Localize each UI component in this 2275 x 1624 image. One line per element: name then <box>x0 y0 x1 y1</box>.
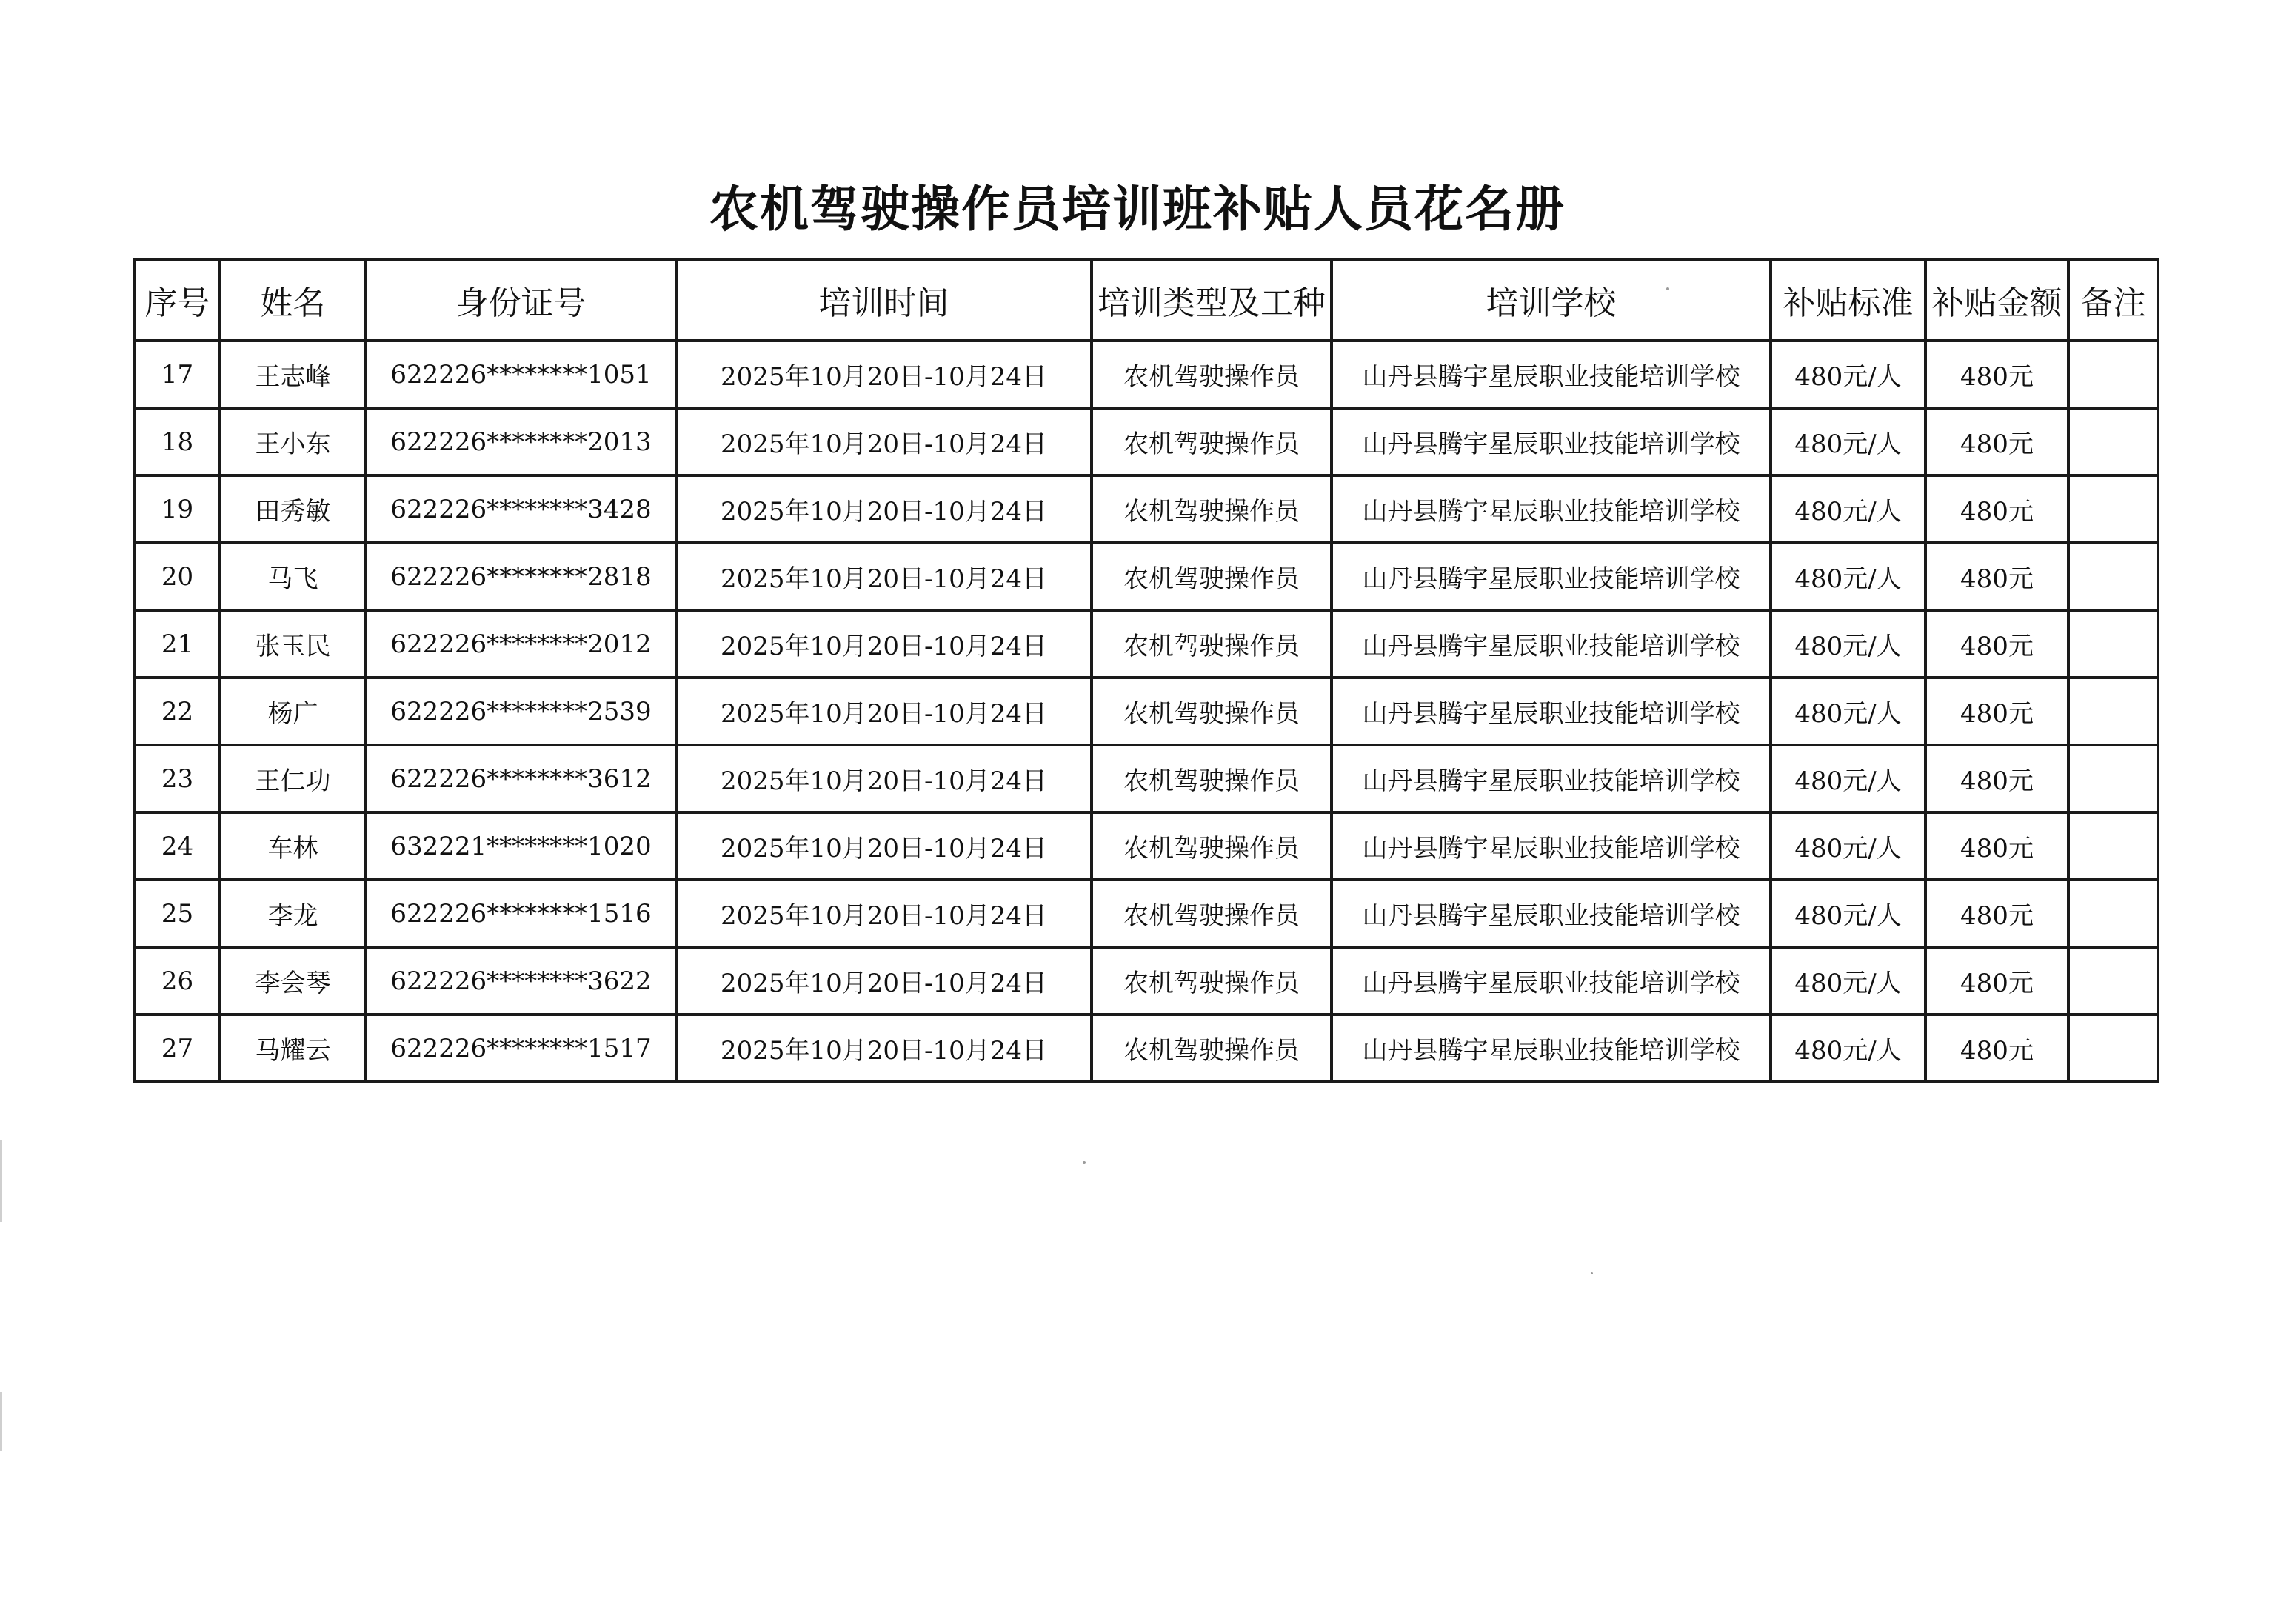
roster-table <box>133 258 2159 1083</box>
column-header-no: 序号 <box>135 259 220 341</box>
cell-no: 18 <box>135 408 220 475</box>
cell-note <box>2068 1015 2158 1082</box>
roster-body <box>135 341 2158 1082</box>
column-header-name: 姓名 <box>220 259 366 341</box>
cell-no: 25 <box>135 880 220 947</box>
cell-id: 622226********3428 <box>366 475 676 543</box>
table-row <box>135 745 2158 812</box>
cell-name: 马飞 <box>220 543 366 610</box>
column-header-school: 培训学校 <box>1332 259 1771 341</box>
cell-id: 622226********2539 <box>366 678 676 745</box>
cell-amount: 480元 <box>1925 812 2068 880</box>
cell-standard: 480元/人 <box>1771 543 1925 610</box>
cell-note <box>2068 745 2158 812</box>
cell-type: 农机驾驶操作员 <box>1092 880 1332 947</box>
cell-amount: 480元 <box>1925 1015 2068 1082</box>
cell-no: 23 <box>135 745 220 812</box>
cell-type: 农机驾驶操作员 <box>1092 341 1332 408</box>
cell-id: 632221********1020 <box>366 812 676 880</box>
column-header-note: 备注 <box>2068 259 2158 341</box>
cell-id: 622226********1517 <box>366 1015 676 1082</box>
cell-amount: 480元 <box>1925 678 2068 745</box>
cell-amount: 480元 <box>1925 880 2068 947</box>
column-header-amount: 补贴金额 <box>1925 259 2068 341</box>
cell-school: 山丹县腾宇星辰职业技能培训学校 <box>1332 475 1771 543</box>
cell-type: 农机驾驶操作员 <box>1092 678 1332 745</box>
table-row <box>135 475 2158 543</box>
cell-note <box>2068 947 2158 1015</box>
cell-standard: 480元/人 <box>1771 812 1925 880</box>
table-row <box>135 341 2158 408</box>
cell-name: 李会琴 <box>220 947 366 1015</box>
cell-standard: 480元/人 <box>1771 341 1925 408</box>
cell-id: 622226********3612 <box>366 745 676 812</box>
cell-id: 622226********3622 <box>366 947 676 1015</box>
scan-speck <box>1083 1161 1086 1164</box>
cell-id: 622226********1051 <box>366 341 676 408</box>
column-header-type: 培训类型及工种 <box>1092 259 1332 341</box>
column-header-standard: 补贴标准 <box>1771 259 1925 341</box>
column-header-id: 身份证号 <box>366 259 676 341</box>
cell-id: 622226********2013 <box>366 408 676 475</box>
cell-standard: 480元/人 <box>1771 880 1925 947</box>
cell-no: 24 <box>135 812 220 880</box>
cell-time: 2025年10月20日-10月24日 <box>676 947 1092 1015</box>
cell-name: 田秀敏 <box>220 475 366 543</box>
cell-note <box>2068 812 2158 880</box>
cell-no: 22 <box>135 678 220 745</box>
cell-no: 27 <box>135 1015 220 1082</box>
cell-name: 李龙 <box>220 880 366 947</box>
cell-name: 王小东 <box>220 408 366 475</box>
cell-type: 农机驾驶操作员 <box>1092 610 1332 678</box>
scan-speck <box>1591 1272 1593 1274</box>
cell-time: 2025年10月20日-10月24日 <box>676 341 1092 408</box>
table-row <box>135 880 2158 947</box>
cell-standard: 480元/人 <box>1771 610 1925 678</box>
table-row <box>135 408 2158 475</box>
table-row <box>135 1015 2158 1082</box>
cell-type: 农机驾驶操作员 <box>1092 408 1332 475</box>
cell-school: 山丹县腾宇星辰职业技能培训学校 <box>1332 1015 1771 1082</box>
table-row <box>135 543 2158 610</box>
cell-note <box>2068 543 2158 610</box>
cell-name: 张玉民 <box>220 610 366 678</box>
cell-time: 2025年10月20日-10月24日 <box>676 408 1092 475</box>
cell-amount: 480元 <box>1925 745 2068 812</box>
cell-standard: 480元/人 <box>1771 475 1925 543</box>
cell-type: 农机驾驶操作员 <box>1092 947 1332 1015</box>
cell-note <box>2068 678 2158 745</box>
table-row <box>135 610 2158 678</box>
scan-speck <box>1666 287 1669 290</box>
cell-school: 山丹县腾宇星辰职业技能培训学校 <box>1332 543 1771 610</box>
cell-standard: 480元/人 <box>1771 1015 1925 1082</box>
cell-school: 山丹县腾宇星辰职业技能培训学校 <box>1332 745 1771 812</box>
cell-no: 17 <box>135 341 220 408</box>
cell-standard: 480元/人 <box>1771 678 1925 745</box>
cell-type: 农机驾驶操作员 <box>1092 745 1332 812</box>
cell-no: 19 <box>135 475 220 543</box>
cell-type: 农机驾驶操作员 <box>1092 812 1332 880</box>
cell-amount: 480元 <box>1925 341 2068 408</box>
cell-id: 622226********1516 <box>366 880 676 947</box>
column-header-time: 培训时间 <box>676 259 1092 341</box>
cell-type: 农机驾驶操作员 <box>1092 543 1332 610</box>
cell-id: 622226********2012 <box>366 610 676 678</box>
cell-time: 2025年10月20日-10月24日 <box>676 812 1092 880</box>
cell-standard: 480元/人 <box>1771 947 1925 1015</box>
cell-school: 山丹县腾宇星辰职业技能培训学校 <box>1332 610 1771 678</box>
cell-school: 山丹县腾宇星辰职业技能培训学校 <box>1332 408 1771 475</box>
cell-name: 马耀云 <box>220 1015 366 1082</box>
cell-school: 山丹县腾宇星辰职业技能培训学校 <box>1332 880 1771 947</box>
cell-school: 山丹县腾宇星辰职业技能培训学校 <box>1332 812 1771 880</box>
scan-edge-mark <box>0 1392 2 1451</box>
cell-no: 20 <box>135 543 220 610</box>
cell-note <box>2068 475 2158 543</box>
cell-note <box>2068 408 2158 475</box>
cell-amount: 480元 <box>1925 947 2068 1015</box>
cell-time: 2025年10月20日-10月24日 <box>676 1015 1092 1082</box>
cell-type: 农机驾驶操作员 <box>1092 475 1332 543</box>
cell-time: 2025年10月20日-10月24日 <box>676 880 1092 947</box>
cell-id: 622226********2818 <box>366 543 676 610</box>
cell-no: 21 <box>135 610 220 678</box>
table-row <box>135 812 2158 880</box>
page-title: 农机驾驶操作员培训班补贴人员花名册 <box>709 180 1566 238</box>
cell-name: 杨广 <box>220 678 366 745</box>
cell-time: 2025年10月20日-10月24日 <box>676 610 1092 678</box>
cell-note <box>2068 880 2158 947</box>
cell-school: 山丹县腾宇星辰职业技能培训学校 <box>1332 341 1771 408</box>
cell-name: 车林 <box>220 812 366 880</box>
cell-amount: 480元 <box>1925 610 2068 678</box>
cell-school: 山丹县腾宇星辰职业技能培训学校 <box>1332 947 1771 1015</box>
scan-edge-mark <box>0 1140 2 1222</box>
cell-time: 2025年10月20日-10月24日 <box>676 678 1092 745</box>
cell-amount: 480元 <box>1925 475 2068 543</box>
table-row <box>135 947 2158 1015</box>
cell-amount: 480元 <box>1925 543 2068 610</box>
cell-time: 2025年10月20日-10月24日 <box>676 543 1092 610</box>
cell-note <box>2068 341 2158 408</box>
cell-time: 2025年10月20日-10月24日 <box>676 475 1092 543</box>
header-row <box>135 259 2158 341</box>
cell-type: 农机驾驶操作员 <box>1092 1015 1332 1082</box>
cell-amount: 480元 <box>1925 408 2068 475</box>
cell-note <box>2068 610 2158 678</box>
cell-name: 王仁功 <box>220 745 366 812</box>
table-row <box>135 678 2158 745</box>
cell-name: 王志峰 <box>220 341 366 408</box>
cell-no: 26 <box>135 947 220 1015</box>
cell-standard: 480元/人 <box>1771 408 1925 475</box>
cell-school: 山丹县腾宇星辰职业技能培训学校 <box>1332 678 1771 745</box>
cell-time: 2025年10月20日-10月24日 <box>676 745 1092 812</box>
cell-standard: 480元/人 <box>1771 745 1925 812</box>
